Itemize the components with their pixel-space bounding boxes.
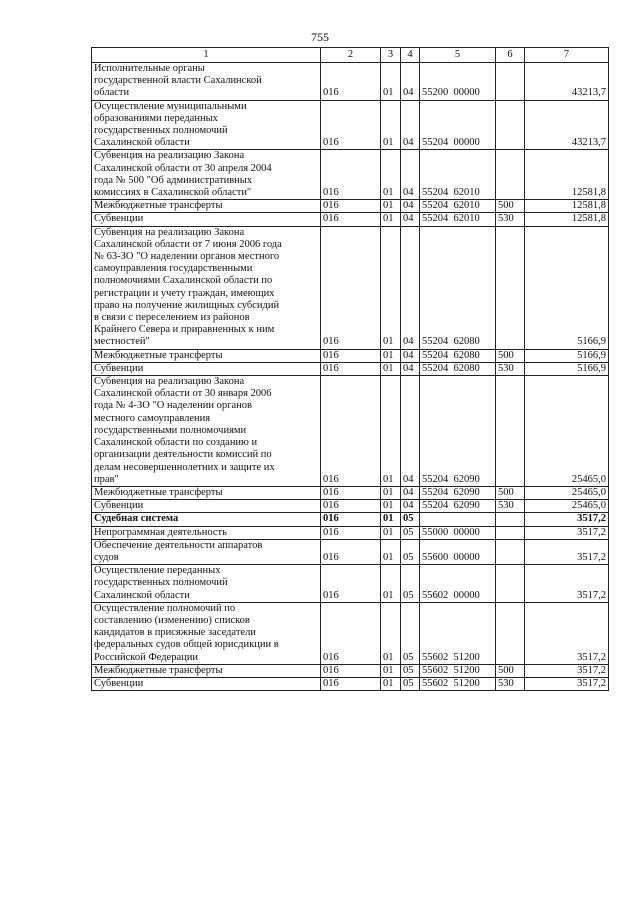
expense-type-cell [496, 100, 525, 150]
code-cell: 016 [321, 226, 381, 349]
row-name: Межбюджетные трансферты [92, 664, 321, 677]
amount-cell: 3517,2 [525, 539, 609, 564]
row-name: Обеспечение деятельности аппаратов судов [92, 539, 321, 564]
target-article-cell: 55204 62090 [420, 376, 496, 487]
table-row [92, 63, 609, 101]
expense-type-cell: 530 [496, 500, 525, 513]
target-article-cell: 55602 51200 [420, 602, 496, 664]
row-name: Судебная система [92, 513, 321, 526]
section-cell: 01 [381, 500, 401, 513]
code-cell: 016 [321, 664, 381, 677]
column-header: 7 [525, 48, 609, 63]
row-name: Субвенции [92, 677, 321, 690]
code-cell: 016 [321, 362, 381, 375]
table-row [92, 349, 609, 362]
code-cell: 016 [321, 150, 381, 200]
code-cell: 016 [321, 565, 381, 603]
code-cell: 016 [321, 500, 381, 513]
section-cell: 01 [381, 486, 401, 499]
section-cell: 01 [381, 200, 401, 213]
expense-type-cell: 500 [496, 200, 525, 213]
section-cell: 01 [381, 63, 401, 101]
table-row [92, 226, 609, 349]
table-row [92, 513, 609, 526]
section-cell: 01 [381, 150, 401, 200]
row-name: Межбюджетные трансферты [92, 200, 321, 213]
expense-type-cell [496, 602, 525, 664]
amount-cell: 5166,9 [525, 349, 609, 362]
table-row [92, 100, 609, 150]
amount-cell: 3517,2 [525, 602, 609, 664]
expense-type-cell [496, 513, 525, 526]
budget-table [91, 47, 609, 691]
amount-cell: 12581,8 [525, 150, 609, 200]
target-article-cell: 55000 00000 [420, 526, 496, 539]
amount-cell: 3517,2 [525, 664, 609, 677]
amount-cell: 12581,8 [525, 200, 609, 213]
subsection-cell: 05 [401, 677, 420, 690]
subsection-cell: 04 [401, 63, 420, 101]
table-row [92, 664, 609, 677]
section-cell: 01 [381, 677, 401, 690]
expense-type-cell: 500 [496, 486, 525, 499]
table-row [92, 526, 609, 539]
subsection-cell: 05 [401, 513, 420, 526]
subsection-cell: 04 [401, 376, 420, 487]
subsection-cell: 05 [401, 539, 420, 564]
expense-type-cell [496, 526, 525, 539]
table-row [92, 677, 609, 690]
expense-type-cell: 500 [496, 664, 525, 677]
subsection-cell: 04 [401, 486, 420, 499]
row-name: Исполнительные органы государственной власти Сахалинской области [92, 63, 321, 101]
table-row [92, 486, 609, 499]
section-cell: 01 [381, 602, 401, 664]
subsection-cell: 04 [401, 150, 420, 200]
column-header: 6 [496, 48, 525, 63]
expense-type-cell: 530 [496, 213, 525, 226]
subsection-cell: 05 [401, 565, 420, 603]
row-name: Субвенция на реализацию Закона Сахалинской области от 30 апреля 2004 года № 500 "Об административных комиссиях в Сахалинской области" [92, 150, 321, 200]
amount-cell: 25465,0 [525, 486, 609, 499]
code-cell: 016 [321, 213, 381, 226]
expense-type-cell [496, 565, 525, 603]
table-row [92, 500, 609, 513]
column-number-row [92, 48, 609, 63]
code-cell: 016 [321, 513, 381, 526]
amount-cell: 43213,7 [525, 100, 609, 150]
table-row [92, 539, 609, 564]
row-name: Межбюджетные трансферты [92, 486, 321, 499]
amount-cell: 25465,0 [525, 376, 609, 487]
target-article-cell: 55602 51200 [420, 664, 496, 677]
section-cell: 01 [381, 664, 401, 677]
target-article-cell: 55204 62090 [420, 500, 496, 513]
row-name: Субвенции [92, 213, 321, 226]
amount-cell: 12581,8 [525, 213, 609, 226]
table-row [92, 200, 609, 213]
column-header: 3 [381, 48, 401, 63]
code-cell: 016 [321, 349, 381, 362]
page-number: 755 [311, 30, 329, 44]
subsection-cell: 05 [401, 602, 420, 664]
target-article-cell: 55204 62010 [420, 200, 496, 213]
expense-type-cell [496, 150, 525, 200]
section-cell: 01 [381, 376, 401, 487]
section-cell: 01 [381, 362, 401, 375]
section-cell: 01 [381, 565, 401, 603]
expense-type-cell [496, 539, 525, 564]
section-cell: 01 [381, 539, 401, 564]
column-header: 2 [321, 48, 381, 63]
amount-cell: 3517,2 [525, 526, 609, 539]
amount-cell: 5166,9 [525, 362, 609, 375]
code-cell: 016 [321, 376, 381, 487]
column-header: 1 [92, 48, 321, 63]
code-cell: 016 [321, 100, 381, 150]
table-row [92, 150, 609, 200]
amount-cell: 25465,0 [525, 500, 609, 513]
code-cell: 016 [321, 677, 381, 690]
row-name: Осуществление муниципальными образованиями переданных государственных полномочий Сахалинской области [92, 100, 321, 150]
code-cell: 016 [321, 526, 381, 539]
target-article-cell: 55600 00000 [420, 539, 496, 564]
subsection-cell: 04 [401, 200, 420, 213]
subsection-cell: 04 [401, 500, 420, 513]
subsection-cell: 04 [401, 362, 420, 375]
target-article-cell: 55602 00000 [420, 565, 496, 603]
table-body [92, 63, 609, 691]
subsection-cell: 04 [401, 100, 420, 150]
code-cell: 016 [321, 602, 381, 664]
target-article-cell: 55602 51200 [420, 677, 496, 690]
target-article-cell: 55204 62080 [420, 349, 496, 362]
code-cell: 016 [321, 486, 381, 499]
column-header: 4 [401, 48, 420, 63]
expense-type-cell [496, 376, 525, 487]
target-article-cell: 55204 62010 [420, 213, 496, 226]
row-name: Субвенция на реализацию Закона Сахалинской области от 30 января 2006 года № 4-ЗО "О наделении органов местного самоуправления государственными полномочиями Сахалинской области по созданию и организации деятельности комиссий по делам несовершеннолетних и защите их прав" [92, 376, 321, 487]
row-name: Непрограммная деятельность [92, 526, 321, 539]
section-cell: 01 [381, 349, 401, 362]
target-article-cell: 55204 62010 [420, 150, 496, 200]
amount-cell: 3517,2 [525, 565, 609, 603]
table-row [92, 362, 609, 375]
section-cell: 01 [381, 526, 401, 539]
expense-type-cell: 530 [496, 677, 525, 690]
row-name: Межбюджетные трансферты [92, 349, 321, 362]
target-article-cell: 55204 00000 [420, 100, 496, 150]
code-cell: 016 [321, 200, 381, 213]
code-cell: 016 [321, 63, 381, 101]
table-row [92, 376, 609, 487]
code-cell: 016 [321, 539, 381, 564]
expense-type-cell: 500 [496, 349, 525, 362]
table-row [92, 565, 609, 603]
expense-type-cell [496, 63, 525, 101]
section-cell: 01 [381, 213, 401, 226]
section-cell: 01 [381, 513, 401, 526]
amount-cell: 5166,9 [525, 226, 609, 349]
expense-type-cell: 530 [496, 362, 525, 375]
table-row [92, 602, 609, 664]
amount-cell: 3517,2 [525, 677, 609, 690]
row-name: Субвенции [92, 362, 321, 375]
expense-type-cell [496, 226, 525, 349]
amount-cell: 43213,7 [525, 63, 609, 101]
subsection-cell: 05 [401, 664, 420, 677]
row-name: Осуществление полномочий по составлению (изменению) списков кандидатов в присяжные заседатели федеральных судов общей юрисдикции в Российской Федерации [92, 602, 321, 664]
column-header: 5 [420, 48, 496, 63]
section-cell: 01 [381, 100, 401, 150]
target-article-cell: 55204 62080 [420, 226, 496, 349]
target-article-cell: 55200 00000 [420, 63, 496, 101]
row-name: Осуществление переданных государственных полномочий Сахалинской области [92, 565, 321, 603]
target-article-cell: 55204 62090 [420, 486, 496, 499]
subsection-cell: 04 [401, 226, 420, 349]
target-article-cell [420, 513, 496, 526]
row-name: Субвенции [92, 500, 321, 513]
section-cell: 01 [381, 226, 401, 349]
subsection-cell: 04 [401, 213, 420, 226]
row-name: Субвенция на реализацию Закона Сахалинской области от 7 июня 2006 года № 63-ЗО "О наделении органов местного самоуправления государственными полномочиями Сахалинской области по регистрации и учету граждан, имеющих право на получение жилищных субсидий в связи с переселением из районов Крайнего Севера и приравненных к ним местностей" [92, 226, 321, 349]
subsection-cell: 04 [401, 349, 420, 362]
target-article-cell: 55204 62080 [420, 362, 496, 375]
subsection-cell: 05 [401, 526, 420, 539]
table-row [92, 213, 609, 226]
amount-cell: 3517,2 [525, 513, 609, 526]
